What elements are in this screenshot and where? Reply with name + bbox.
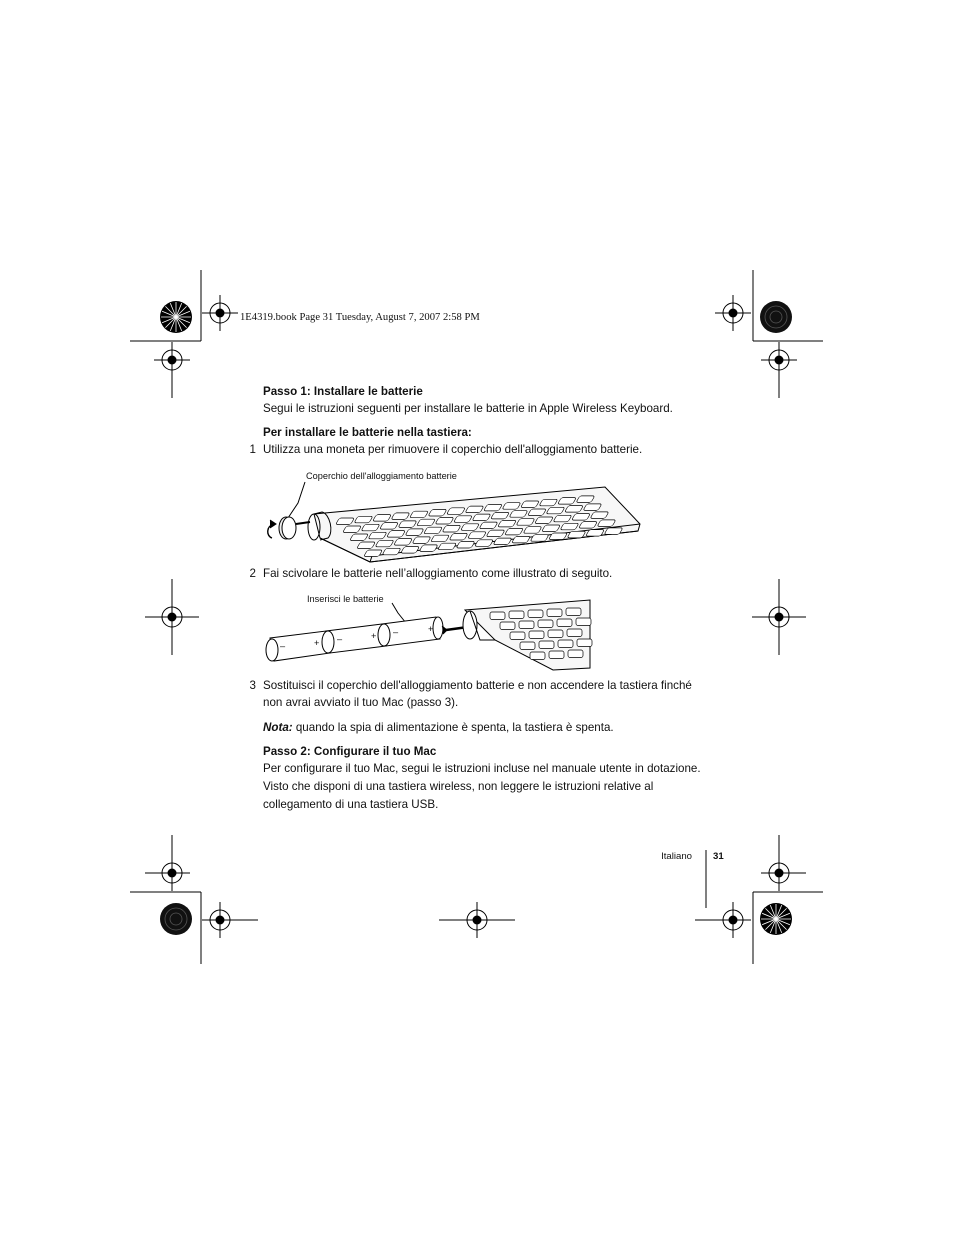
key-icon — [557, 619, 572, 627]
footer-language: Italiano — [661, 851, 692, 862]
key-icon — [490, 612, 505, 620]
section1-intro: Segui le istruzioni seguenti per installare le batterie in Apple Wireless Keyboard. — [263, 402, 673, 415]
key-icon — [568, 650, 583, 658]
battery-minus-sign: – — [393, 627, 399, 637]
section2-line: Visto che disponi di una tastiera wireless, non leggere le istruzioni relative al — [263, 780, 654, 793]
key-icon — [577, 639, 592, 647]
key-icon — [500, 622, 515, 630]
key-icon — [547, 609, 562, 617]
note-text: quando la spia di alimentazione è spenta, la tastiera è spenta. — [295, 721, 614, 734]
key-icon — [548, 630, 563, 638]
key-icon — [576, 618, 591, 626]
key-icon — [510, 632, 525, 640]
section1-heading: Passo 1: Installare le batterie — [263, 385, 423, 398]
key-icon — [567, 629, 582, 637]
note-label: Nota: — [263, 721, 293, 734]
figure1-callout: Coperchio dell'alloggiamento batterie — [306, 471, 457, 481]
step-number: 3 — [249, 679, 256, 692]
section2-heading: Passo 2: Configurare il tuo Mac — [263, 745, 437, 758]
battery-minus-sign: – — [280, 641, 286, 651]
battery-plus-sign: + — [428, 624, 434, 634]
step-number: 1 — [249, 443, 256, 456]
step-text-line2: non avrai avviato il tuo Mac (passo 3). — [263, 696, 459, 709]
battery-plus-sign: + — [314, 638, 320, 648]
key-icon — [509, 611, 524, 619]
key-icon — [538, 620, 553, 628]
step-text: Utilizza una moneta per rimuovere il coperchio dell'alloggiamento batterie. — [263, 443, 643, 456]
battery-minus-sign: – — [337, 634, 343, 644]
step-number: 2 — [249, 567, 256, 580]
step-text: Fai scivolare le batterie nell’alloggiamento come illustrato di seguito. — [263, 567, 613, 580]
key-icon — [530, 652, 545, 660]
key-icon — [566, 608, 581, 616]
key-icon — [549, 651, 564, 659]
section1-subheading: Per installare le batterie nella tastiera: — [263, 426, 472, 439]
key-icon — [539, 641, 554, 649]
battery-plus-sign: + — [371, 631, 377, 641]
section2-line: Per configurare il tuo Mac, segui le istruzioni incluse nel manuale utente in dotazione. — [263, 762, 701, 775]
key-icon — [529, 631, 544, 639]
key-icon — [558, 640, 573, 648]
book-header: 1E4319.book Page 31 Tuesday, August 7, 2007 2:58 PM — [240, 312, 480, 323]
note — [263, 719, 614, 736]
key-icon — [520, 642, 535, 650]
page-number: 31 — [713, 851, 724, 862]
key-icon — [528, 610, 543, 618]
figure2-callout: Inserisci le batterie — [307, 594, 384, 604]
key-icon — [519, 621, 534, 629]
section2-line: collegamento di una tastiera USB. — [263, 798, 439, 811]
step-text-line1: Sostituisci il coperchio dell'alloggiamento batterie e non accendere la tastiera finché — [263, 679, 692, 692]
